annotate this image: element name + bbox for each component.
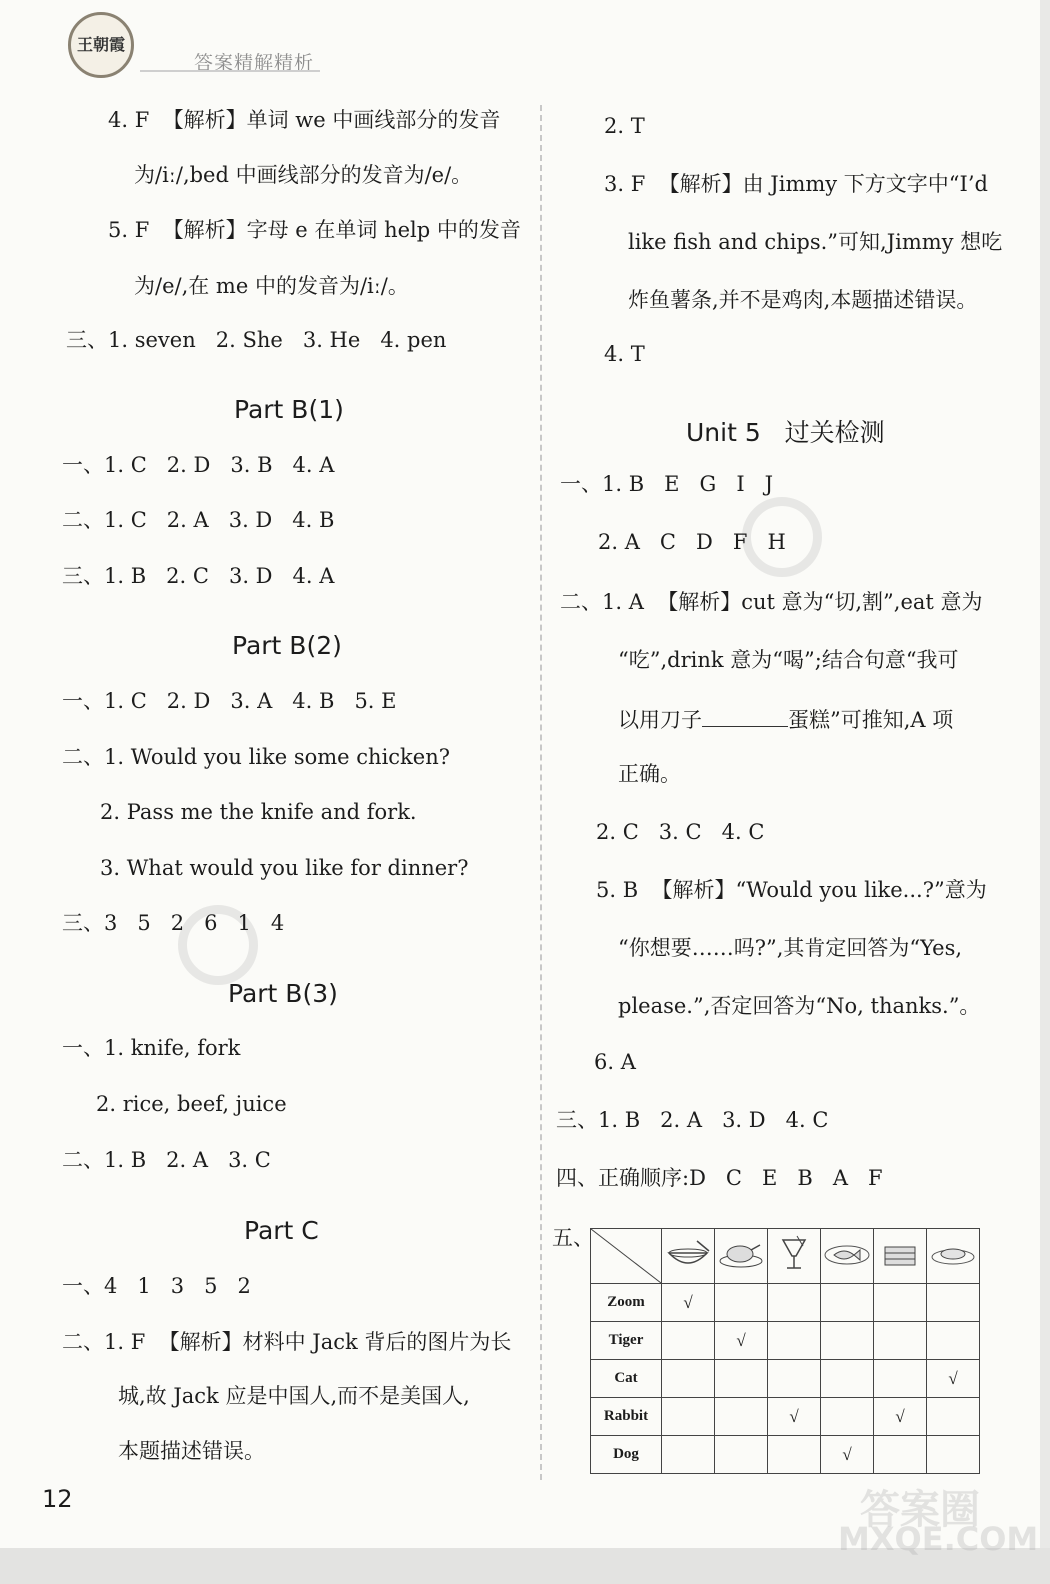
empty-cell	[927, 1322, 980, 1360]
answer-line: 五、	[552, 1226, 594, 1250]
watermark-logo-icon: 答案圈	[860, 1487, 980, 1533]
answer-line: 二、1. B 2. A 3. C	[62, 1148, 271, 1172]
roast-chicken-icon	[716, 1237, 766, 1271]
header-title: 答案精解精析	[194, 52, 315, 74]
answer-line: 三、1. seven 2. She 3. He 4. pen	[66, 328, 447, 352]
table-row	[591, 1284, 980, 1322]
answer-line: 为/iː/,bed 中画线部分的发音为/e/。	[134, 163, 473, 187]
row-name: Dog	[591, 1436, 662, 1474]
empty-cell	[662, 1360, 715, 1398]
empty-cell	[821, 1284, 874, 1322]
answer-line: “吃”,drink 意为“喝”;结合句意“我可	[618, 648, 959, 672]
answer-line	[108, 110, 500, 131]
food-preference-table	[590, 1228, 980, 1474]
cake-icon	[875, 1237, 925, 1271]
table-row	[591, 1436, 980, 1474]
answer-line: 2. T	[604, 114, 645, 138]
food-header-cell	[874, 1229, 927, 1284]
empty-cell	[768, 1436, 821, 1474]
answer-line: 二、1. C 2. A 3. D 4. B	[62, 508, 335, 532]
check-cell: √	[927, 1360, 980, 1398]
empty-cell	[662, 1436, 715, 1474]
empty-cell	[874, 1284, 927, 1322]
page-number: 12	[42, 1485, 73, 1513]
answer-line: 城,故 Jack 应是中国人,而不是美国人,	[118, 1384, 470, 1408]
empty-cell	[874, 1436, 927, 1474]
answer-line: 2. Pass me the knife and fork.	[100, 800, 417, 824]
empty-cell	[927, 1436, 980, 1474]
table-header-row	[591, 1229, 980, 1284]
empty-cell	[768, 1360, 821, 1398]
answer-line: 4. T	[604, 342, 645, 366]
answer-line: 三、1. B 2. A 3. D 4. C	[556, 1108, 829, 1132]
header-underline	[140, 70, 320, 72]
rice-dish-icon	[928, 1237, 978, 1271]
answer-line: 三、1. B 2. C 3. D 4. A	[62, 564, 335, 588]
row-name: Tiger	[591, 1322, 662, 1360]
answer-line: 3. What would you like for dinner?	[100, 856, 469, 880]
answer-line: 一、1. C 2. D 3. B 4. A	[62, 453, 335, 477]
empty-cell	[715, 1284, 768, 1322]
empty-cell	[768, 1322, 821, 1360]
row-name: Rabbit	[591, 1398, 662, 1436]
answer-text: 以用刀子	[618, 708, 702, 732]
table-corner-cell	[591, 1229, 662, 1284]
section-heading: Part B(2)	[232, 631, 342, 660]
empty-cell	[821, 1322, 874, 1360]
empty-cell	[662, 1398, 715, 1436]
food-header-cell	[715, 1229, 768, 1284]
empty-cell	[715, 1436, 768, 1474]
answer-line: 5. F 【解析】字母 e 在单词 help 中的发音	[108, 218, 521, 242]
empty-cell	[715, 1360, 768, 1398]
answer-line: 炸鱼薯条,并不是鸡肉,本题描述错误。	[628, 288, 978, 312]
empty-cell	[927, 1284, 980, 1322]
section-heading: Part B(3)	[228, 979, 338, 1008]
table-row	[591, 1322, 980, 1360]
watermark-text: MXQE.COM	[838, 1520, 1039, 1558]
check-cell: √	[715, 1322, 768, 1360]
check-cell: √	[821, 1436, 874, 1474]
section-heading: Unit 5 过关检测	[686, 418, 885, 447]
answer-line: 三、3 5 2 6 1 4	[62, 911, 285, 935]
answer-line: 四、正确顺序:D C E B A F	[556, 1166, 883, 1190]
answer-line: 一、1. C 2. D 3. A 4. B 5. E	[62, 689, 397, 713]
answer-line: 6. A	[594, 1050, 636, 1074]
answer-line: 二、1. F 【解析】材料中 Jack 背后的图片为长	[62, 1330, 512, 1354]
check-cell: √	[768, 1398, 821, 1436]
empty-cell	[662, 1322, 715, 1360]
logo-text: 王朝霞	[76, 35, 125, 54]
juice-glass-icon	[769, 1234, 819, 1274]
answer-line: 一、1. knife, fork	[62, 1036, 241, 1060]
table-row	[591, 1360, 980, 1398]
answer-line: “你想要……吗?”,其肯定回答为“Yes,	[618, 936, 963, 960]
answer-line: 为/e/,在 me 中的发音为/iː/。	[134, 274, 409, 298]
section-heading: Part C	[244, 1216, 319, 1245]
row-name: Cat	[591, 1360, 662, 1398]
answer-line: 二、1. A 【解析】cut 意为“切,割”,eat 意为	[560, 590, 983, 614]
check-cell: √	[662, 1284, 715, 1322]
diagonal-line-icon	[591, 1229, 661, 1283]
answer-line: 一、1. B E G I J	[560, 472, 774, 496]
answer-line: please.”,否定回答为“No, thanks.”。	[618, 994, 981, 1018]
noodle-bowl-icon	[663, 1237, 713, 1271]
answer-line: 本题描述错误。	[118, 1439, 265, 1463]
column-divider	[540, 105, 542, 1480]
empty-cell	[874, 1360, 927, 1398]
food-header-cell	[768, 1229, 821, 1284]
answer-line: 3. F 【解析】由 Jimmy 下方文字中“I’d	[604, 172, 988, 196]
answer-line	[618, 708, 953, 731]
answer-line: 2. C 3. C 4. C	[596, 820, 765, 844]
empty-cell	[874, 1322, 927, 1360]
food-header-cell	[927, 1229, 980, 1284]
row-name: Zoom	[591, 1284, 662, 1322]
fill-blank	[702, 708, 788, 727]
fish-plate-icon	[822, 1237, 872, 1271]
answer-text: 4. F 【解析】单词 we 中画线部分的发音	[108, 108, 501, 132]
table-row	[591, 1398, 980, 1436]
answer-line: 2. A C D F H	[598, 530, 786, 554]
empty-cell	[821, 1360, 874, 1398]
answer-line: 二、1. Would you like some chicken?	[62, 745, 450, 769]
answer-line: 正确。	[618, 762, 681, 786]
answer-text: 蛋糕”可推知,A 项	[788, 708, 954, 732]
food-header-cell	[821, 1229, 874, 1284]
brand-logo	[68, 12, 136, 80]
check-cell: √	[874, 1398, 927, 1436]
empty-cell	[821, 1398, 874, 1436]
empty-cell	[715, 1398, 768, 1436]
food-header-cell	[662, 1229, 715, 1284]
section-heading: Part B(1)	[234, 395, 344, 424]
answer-line: 一、4 1 3 5 2	[62, 1274, 251, 1298]
empty-cell	[768, 1284, 821, 1322]
empty-cell	[927, 1398, 980, 1436]
answer-line: like fish and chips.”可知,Jimmy 想吃	[628, 230, 1003, 254]
answer-line: 2. rice, beef, juice	[96, 1092, 287, 1116]
answer-line: 5. B 【解析】“Would you like...?”意为	[596, 878, 987, 902]
